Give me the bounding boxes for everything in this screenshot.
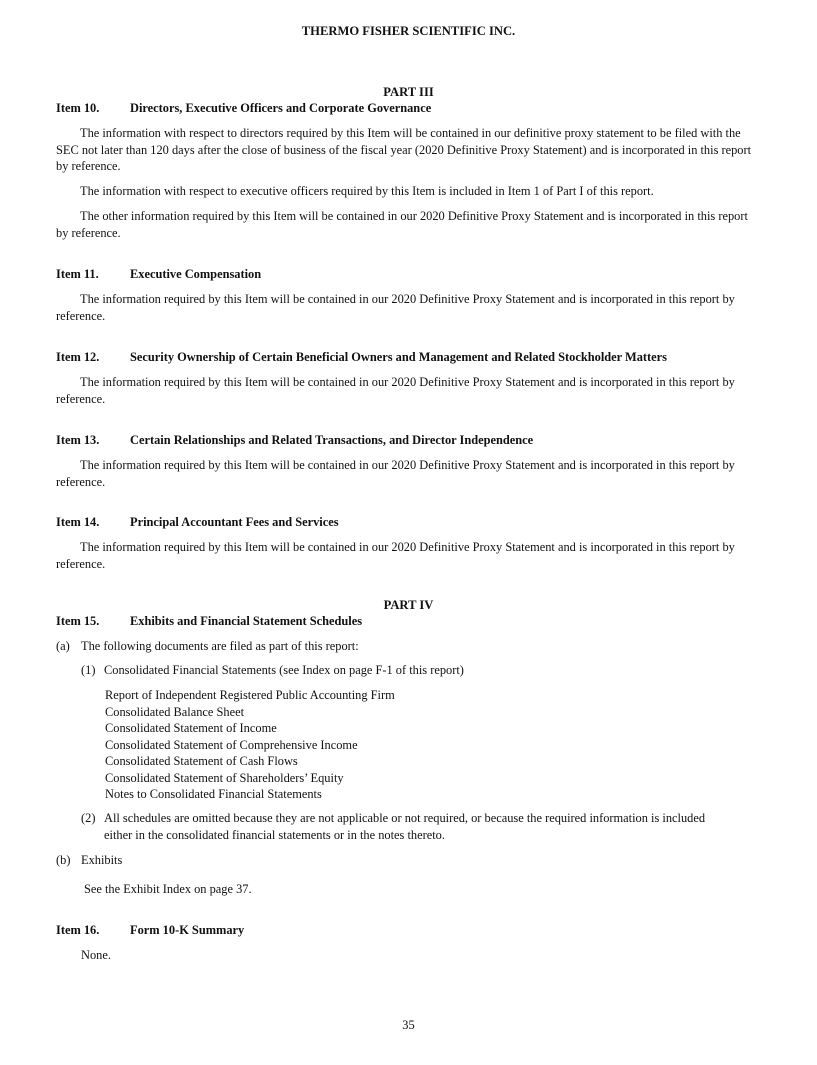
- item-15-b-text: Exhibits: [81, 853, 123, 867]
- list-item: Consolidated Statement of Shareholders’ Equity: [105, 770, 344, 785]
- list-item: Consolidated Statement of Cash Flows: [105, 754, 298, 768]
- item-15-title: Exhibits and Financial Statement Schedules: [130, 614, 363, 628]
- item-16-title: Form 10-K Summary: [130, 923, 245, 937]
- item-16-number: Item 16.: [56, 923, 100, 937]
- item-15-a2-label: (2): [81, 811, 96, 825]
- part-iii-heading: PART III: [383, 85, 434, 99]
- item-13-number: Item 13.: [56, 433, 100, 447]
- item-15-a-label: (a): [56, 639, 70, 653]
- item-10-paragraph-1: The information with respect to directors required by this Item will be contained in our definitive proxy statement to be filed with the SEC not later than 120 days after the close of business of the fiscal year (2020 Definitive Proxy Statement) and is incorporated in this report by reference.: [56, 126, 752, 173]
- item-11-title: Executive Compensation: [130, 267, 262, 281]
- item-11-paragraph: The information required by this Item will be contained in our 2020 Definitive Proxy Statement and is incorporated in this report by reference.: [56, 292, 735, 323]
- item-14-number: Item 14.: [56, 515, 100, 529]
- item-15-a1-text: Consolidated Financial Statements (see Index on page F-1 of this report): [104, 663, 464, 677]
- list-item: Consolidated Statement of Comprehensive Income: [105, 737, 358, 752]
- list-item: Consolidated Statement of Income: [105, 721, 277, 735]
- item-14-title: Principal Accountant Fees and Services: [130, 515, 339, 529]
- item-12-title: Security Ownership of Certain Beneficial Owners and Management and Related Stockholder Matters: [130, 350, 667, 364]
- item-15-a1-label: (1): [81, 663, 96, 677]
- item-10-number: Item 10.: [56, 101, 100, 115]
- page-number: 35: [402, 1018, 415, 1032]
- item-15-number: Item 15.: [56, 614, 100, 628]
- item-12-paragraph: The information required by this Item will be contained in our 2020 Definitive Proxy Statement and is incorporated in this report by reference.: [56, 375, 735, 406]
- item-10-paragraph-2: The information with respect to executive officers required by this Item is included in Item 1 of Part I of this report.: [80, 184, 654, 198]
- list-item: Report of Independent Registered Public Accounting Firm: [105, 688, 395, 702]
- item-14-paragraph: The information required by this Item will be contained in our 2020 Definitive Proxy Statement and is incorporated in this report by reference.: [56, 540, 735, 571]
- item-10-paragraph-3: The other information required by this Item will be contained in our 2020 Definitive Proxy Statement and is incorporated in this report by reference.: [56, 209, 748, 240]
- item-15-b-detail: See the Exhibit Index on page 37.: [84, 882, 252, 896]
- item-15-a-text: The following documents are filed as part of this report:: [81, 639, 359, 653]
- item-16-text: None.: [81, 948, 111, 962]
- item-12-number: Item 12.: [56, 350, 100, 364]
- item-15-a2-text: All schedules are omitted because they are not applicable or not required, or because the required information is included either in the consolidated financial statements or in the notes thereto.: [104, 811, 706, 842]
- item-13-paragraph: The information required by this Item will be contained in our 2020 Definitive Proxy Statement and is incorporated in this report by reference.: [56, 458, 735, 489]
- item-11-number: Item 11.: [56, 267, 99, 281]
- list-item: Consolidated Balance Sheet: [105, 704, 245, 719]
- list-item: Notes to Consolidated Financial Statements: [105, 787, 322, 801]
- part-iv-heading: PART IV: [383, 598, 434, 612]
- item-13-title: Certain Relationships and Related Transactions, and Director Independence: [130, 433, 534, 447]
- financial-statements-list: [105, 687, 395, 803]
- page-header: THERMO FISHER SCIENTIFIC INC.: [301, 24, 516, 38]
- item-10-title: Directors, Executive Officers and Corporate Governance: [130, 101, 432, 115]
- item-15-b-label: (b): [56, 853, 71, 867]
